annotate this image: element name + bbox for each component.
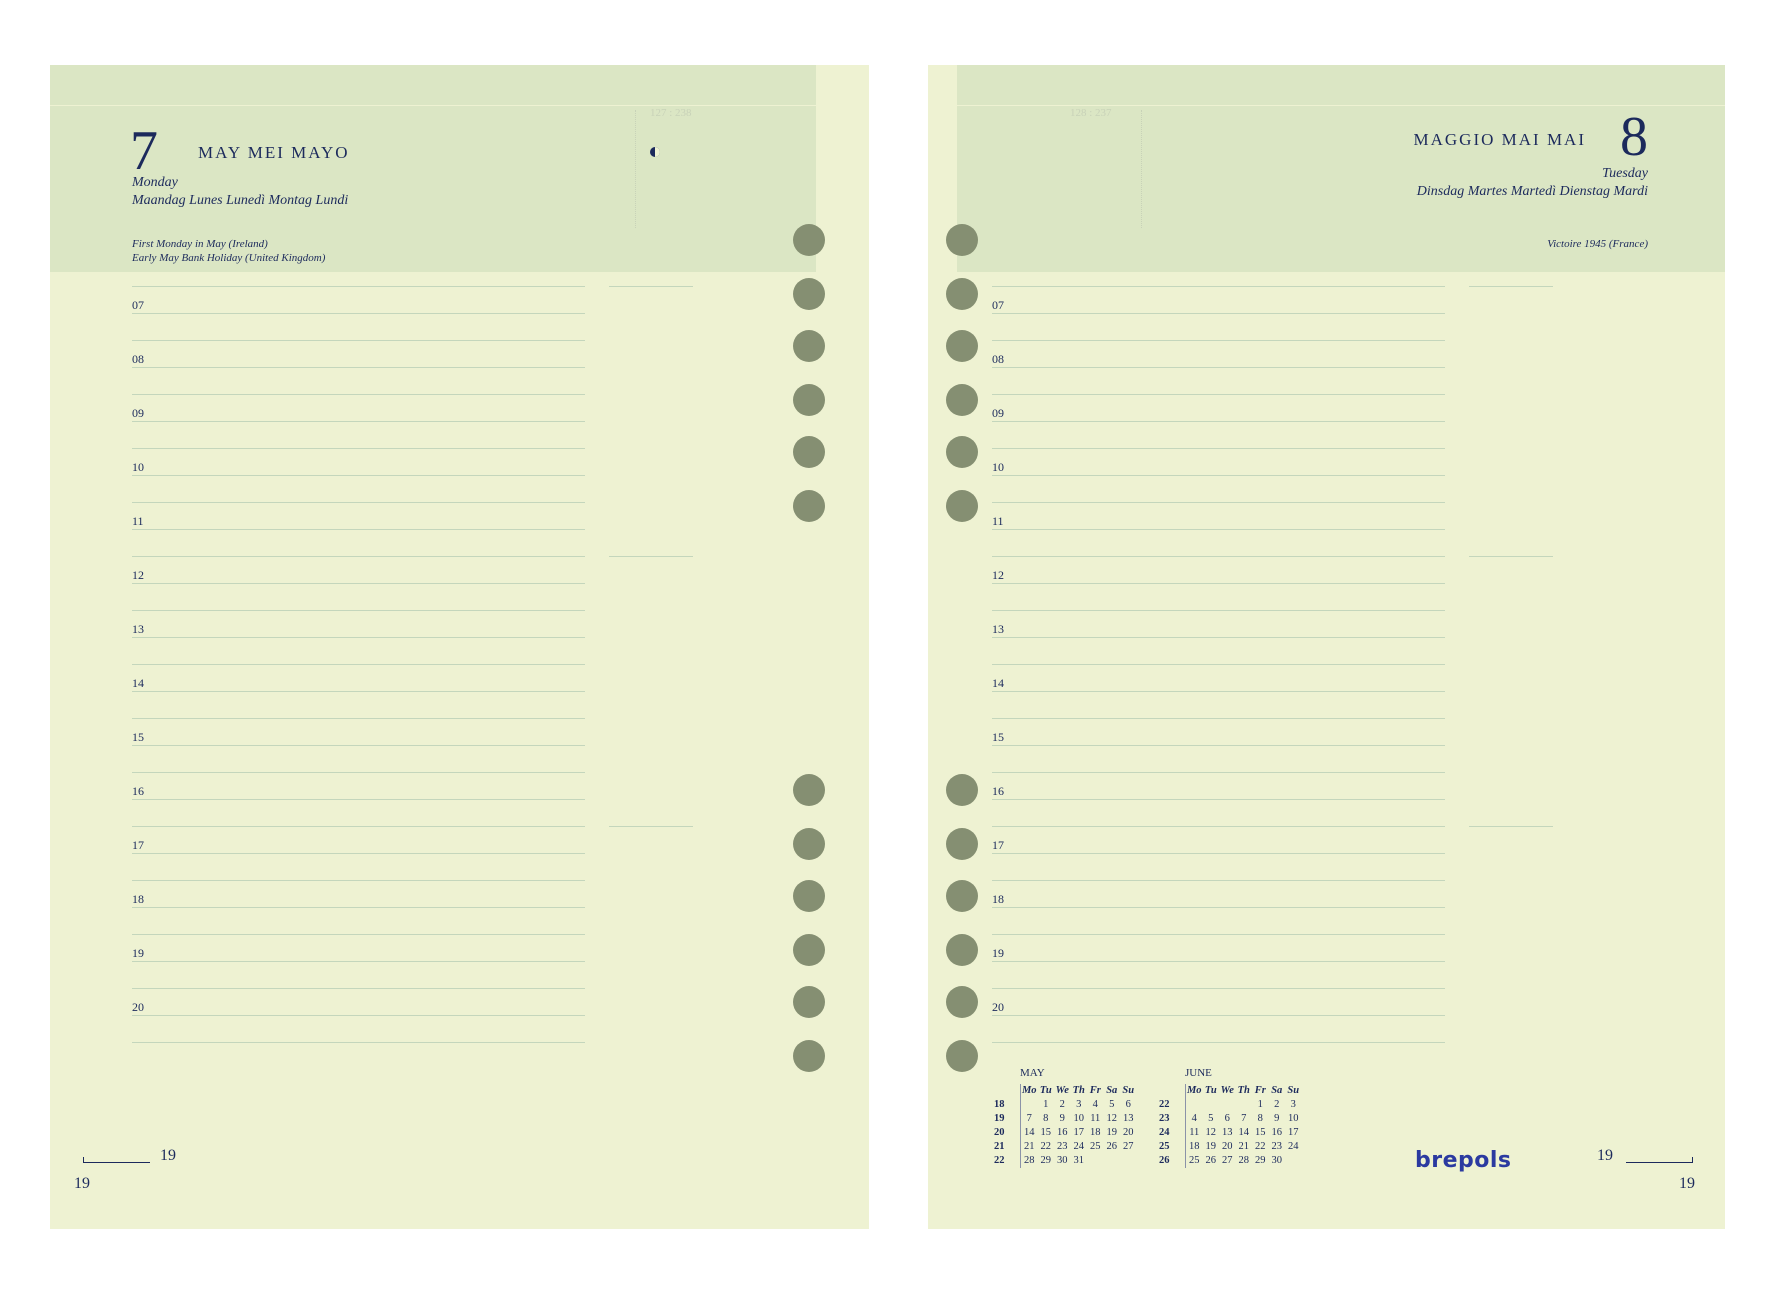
hour-line: [992, 583, 1445, 584]
hour-line: [992, 448, 1445, 449]
top-band: [957, 65, 1725, 105]
hour-label: 17: [992, 838, 1004, 852]
hour-label: 16: [132, 784, 144, 798]
binder-hole: [793, 436, 825, 468]
hour-line: [992, 880, 1445, 881]
hour-line: [132, 475, 585, 476]
binder-hole: [946, 278, 978, 310]
week-bracket: [83, 1157, 150, 1163]
week-number-inner: 19: [1597, 1147, 1613, 1164]
hour-line: [992, 826, 1445, 827]
hour-line: [132, 367, 585, 368]
hour-label: 08: [132, 352, 144, 366]
hour-line: [992, 934, 1445, 935]
hour-line: [992, 988, 1445, 989]
hour-line: [992, 340, 1445, 341]
hour-line: [132, 529, 585, 530]
hour-label: 14: [992, 676, 1004, 690]
header-divider: [1141, 110, 1142, 228]
day-number: 7: [130, 120, 158, 182]
hour-label: 12: [992, 568, 1004, 582]
hour-line: [992, 1015, 1445, 1016]
hour-line: [132, 907, 585, 908]
hour-line: [992, 286, 1445, 287]
binder-hole: [793, 1040, 825, 1072]
mini-calendar-may: Mo Tu We Th Fr Sa Su 18 1 2 3 4 5 6 19 7 8 9 10 11 12 13 20 14 15 16 17 18 19 20 21 21 22 23 24 25 26 27 22 28 29 30 31: [994, 1085, 1135, 1166]
hour-label: 13: [992, 622, 1004, 636]
binder-hole: [946, 436, 978, 468]
hour-line: [132, 637, 585, 638]
hour-line: [992, 502, 1445, 503]
mini-calendar-june: Mo Tu We Th Fr Sa Su 22 1 2 3 23 4 5 6 7 8 9 10 24 11 12 13 14 15 16 17 25 18 19 20 21 22 23 24 26 25 26 27 28 29 30: [1159, 1085, 1300, 1166]
section-marker-line: [609, 826, 693, 827]
header-divider: [635, 110, 636, 228]
hour-line: [132, 313, 585, 314]
hour-label: 09: [132, 406, 144, 420]
hour-line: [132, 691, 585, 692]
hour-line: [132, 934, 585, 935]
hour-label: 07: [132, 298, 144, 312]
hour-label: 19: [992, 946, 1004, 960]
hour-line: [132, 448, 585, 449]
hour-label: 11: [132, 514, 144, 528]
hour-line: [132, 826, 585, 827]
section-marker-line: [1469, 556, 1553, 557]
hour-line: [992, 799, 1445, 800]
hour-label: 11: [992, 514, 1004, 528]
binder-hole: [793, 828, 825, 860]
weekday-translations: Maandag Lunes Lunedì Montag Lundi: [132, 193, 349, 208]
binder-hole: [946, 384, 978, 416]
binder-hole: [793, 278, 825, 310]
hour-line: [132, 718, 585, 719]
hour-line: [132, 961, 585, 962]
hour-line: [992, 718, 1445, 719]
first-quarter-moon-icon: [650, 147, 660, 157]
hour-line: [132, 610, 585, 611]
hour-line: [992, 313, 1445, 314]
hour-line: [992, 394, 1445, 395]
hour-line: [992, 367, 1445, 368]
binder-hole: [946, 490, 978, 522]
hour-line: [992, 637, 1445, 638]
month-name: MAGGIO MAI MAI: [1413, 130, 1586, 149]
hour-line: [992, 907, 1445, 908]
hour-label: 08: [992, 352, 1004, 366]
weekday: Tuesday: [1602, 166, 1648, 181]
binder-hole: [793, 384, 825, 416]
binder-hole: [946, 934, 978, 966]
hour-label: 12: [132, 568, 144, 582]
hour-line: [132, 340, 585, 341]
hour-line: [992, 961, 1445, 962]
hour-line: [132, 853, 585, 854]
mini-calendar-title: JUNE: [1185, 1067, 1212, 1079]
hour-label: 18: [992, 892, 1004, 906]
hour-line: [992, 610, 1445, 611]
week-number-outer: 19: [74, 1175, 90, 1192]
top-band: [50, 65, 816, 105]
hour-label: 18: [132, 892, 144, 906]
hour-label: 15: [992, 730, 1004, 744]
binder-hole: [793, 934, 825, 966]
weekday-translations: Dinsdag Martes Martedì Dienstag Mardi: [1416, 184, 1648, 199]
hour-label: 16: [992, 784, 1004, 798]
section-marker-line: [609, 286, 693, 287]
mini-calendar-title: MAY: [1020, 1067, 1045, 1079]
week-bracket: [1626, 1157, 1693, 1163]
day-number: 8: [1620, 106, 1648, 168]
left-page: [50, 65, 869, 1229]
day-count: 128 : 237: [1070, 107, 1112, 119]
week-number-inner: 19: [160, 1147, 176, 1164]
binder-hole: [946, 1040, 978, 1072]
binder-hole: [793, 880, 825, 912]
section-marker-line: [609, 556, 693, 557]
hour-line: [132, 421, 585, 422]
holiday-line: Victoire 1945 (France): [1547, 238, 1648, 250]
right-page: [928, 65, 1725, 1229]
brepols-logo: brepols: [1415, 1148, 1512, 1173]
hour-line: [132, 745, 585, 746]
hour-line: [132, 583, 585, 584]
hour-line: [132, 286, 585, 287]
hour-label: 14: [132, 676, 144, 690]
binder-hole: [946, 774, 978, 806]
binder-hole: [946, 880, 978, 912]
hour-label: 19: [132, 946, 144, 960]
week-number-outer: 19: [1679, 1175, 1695, 1192]
hour-line: [132, 502, 585, 503]
hour-label: 10: [132, 460, 144, 474]
binder-hole: [946, 224, 978, 256]
binder-hole: [793, 774, 825, 806]
hour-label: 20: [992, 1000, 1004, 1014]
hour-line: [992, 529, 1445, 530]
hour-label: 07: [992, 298, 1004, 312]
hour-line: [992, 421, 1445, 422]
weekday: Monday: [132, 175, 178, 190]
hour-line: [992, 772, 1445, 773]
hour-label: 13: [132, 622, 144, 636]
hour-line: [132, 556, 585, 557]
hour-line: [992, 475, 1445, 476]
hour-label: 20: [132, 1000, 144, 1014]
binder-hole: [946, 330, 978, 362]
binder-hole: [946, 986, 978, 1018]
hour-line: [992, 691, 1445, 692]
hour-line: [132, 394, 585, 395]
hour-label: 15: [132, 730, 144, 744]
hour-line: [132, 1042, 585, 1043]
hour-label: 09: [992, 406, 1004, 420]
hour-label: 17: [132, 838, 144, 852]
hour-line: [132, 1015, 585, 1016]
holiday-line: Early May Bank Holiday (United Kingdom): [132, 252, 326, 264]
hour-line: [992, 853, 1445, 854]
binder-hole: [946, 828, 978, 860]
hour-line: [132, 664, 585, 665]
month-name: MAY MEI MAYO: [198, 143, 350, 162]
section-marker-line: [1469, 826, 1553, 827]
binder-hole: [793, 986, 825, 1018]
binder-hole: [793, 224, 825, 256]
hour-line: [132, 772, 585, 773]
hour-line: [992, 664, 1445, 665]
hour-line: [992, 745, 1445, 746]
hour-label: 10: [992, 460, 1004, 474]
section-marker-line: [1469, 286, 1553, 287]
holiday-line: First Monday in May (Ireland): [132, 238, 268, 250]
hour-line: [132, 799, 585, 800]
hour-line: [992, 556, 1445, 557]
binder-hole: [793, 330, 825, 362]
day-count: 127 : 238: [650, 107, 692, 119]
binder-hole: [793, 490, 825, 522]
hour-line: [992, 1042, 1445, 1043]
hour-line: [132, 988, 585, 989]
hour-line: [132, 880, 585, 881]
